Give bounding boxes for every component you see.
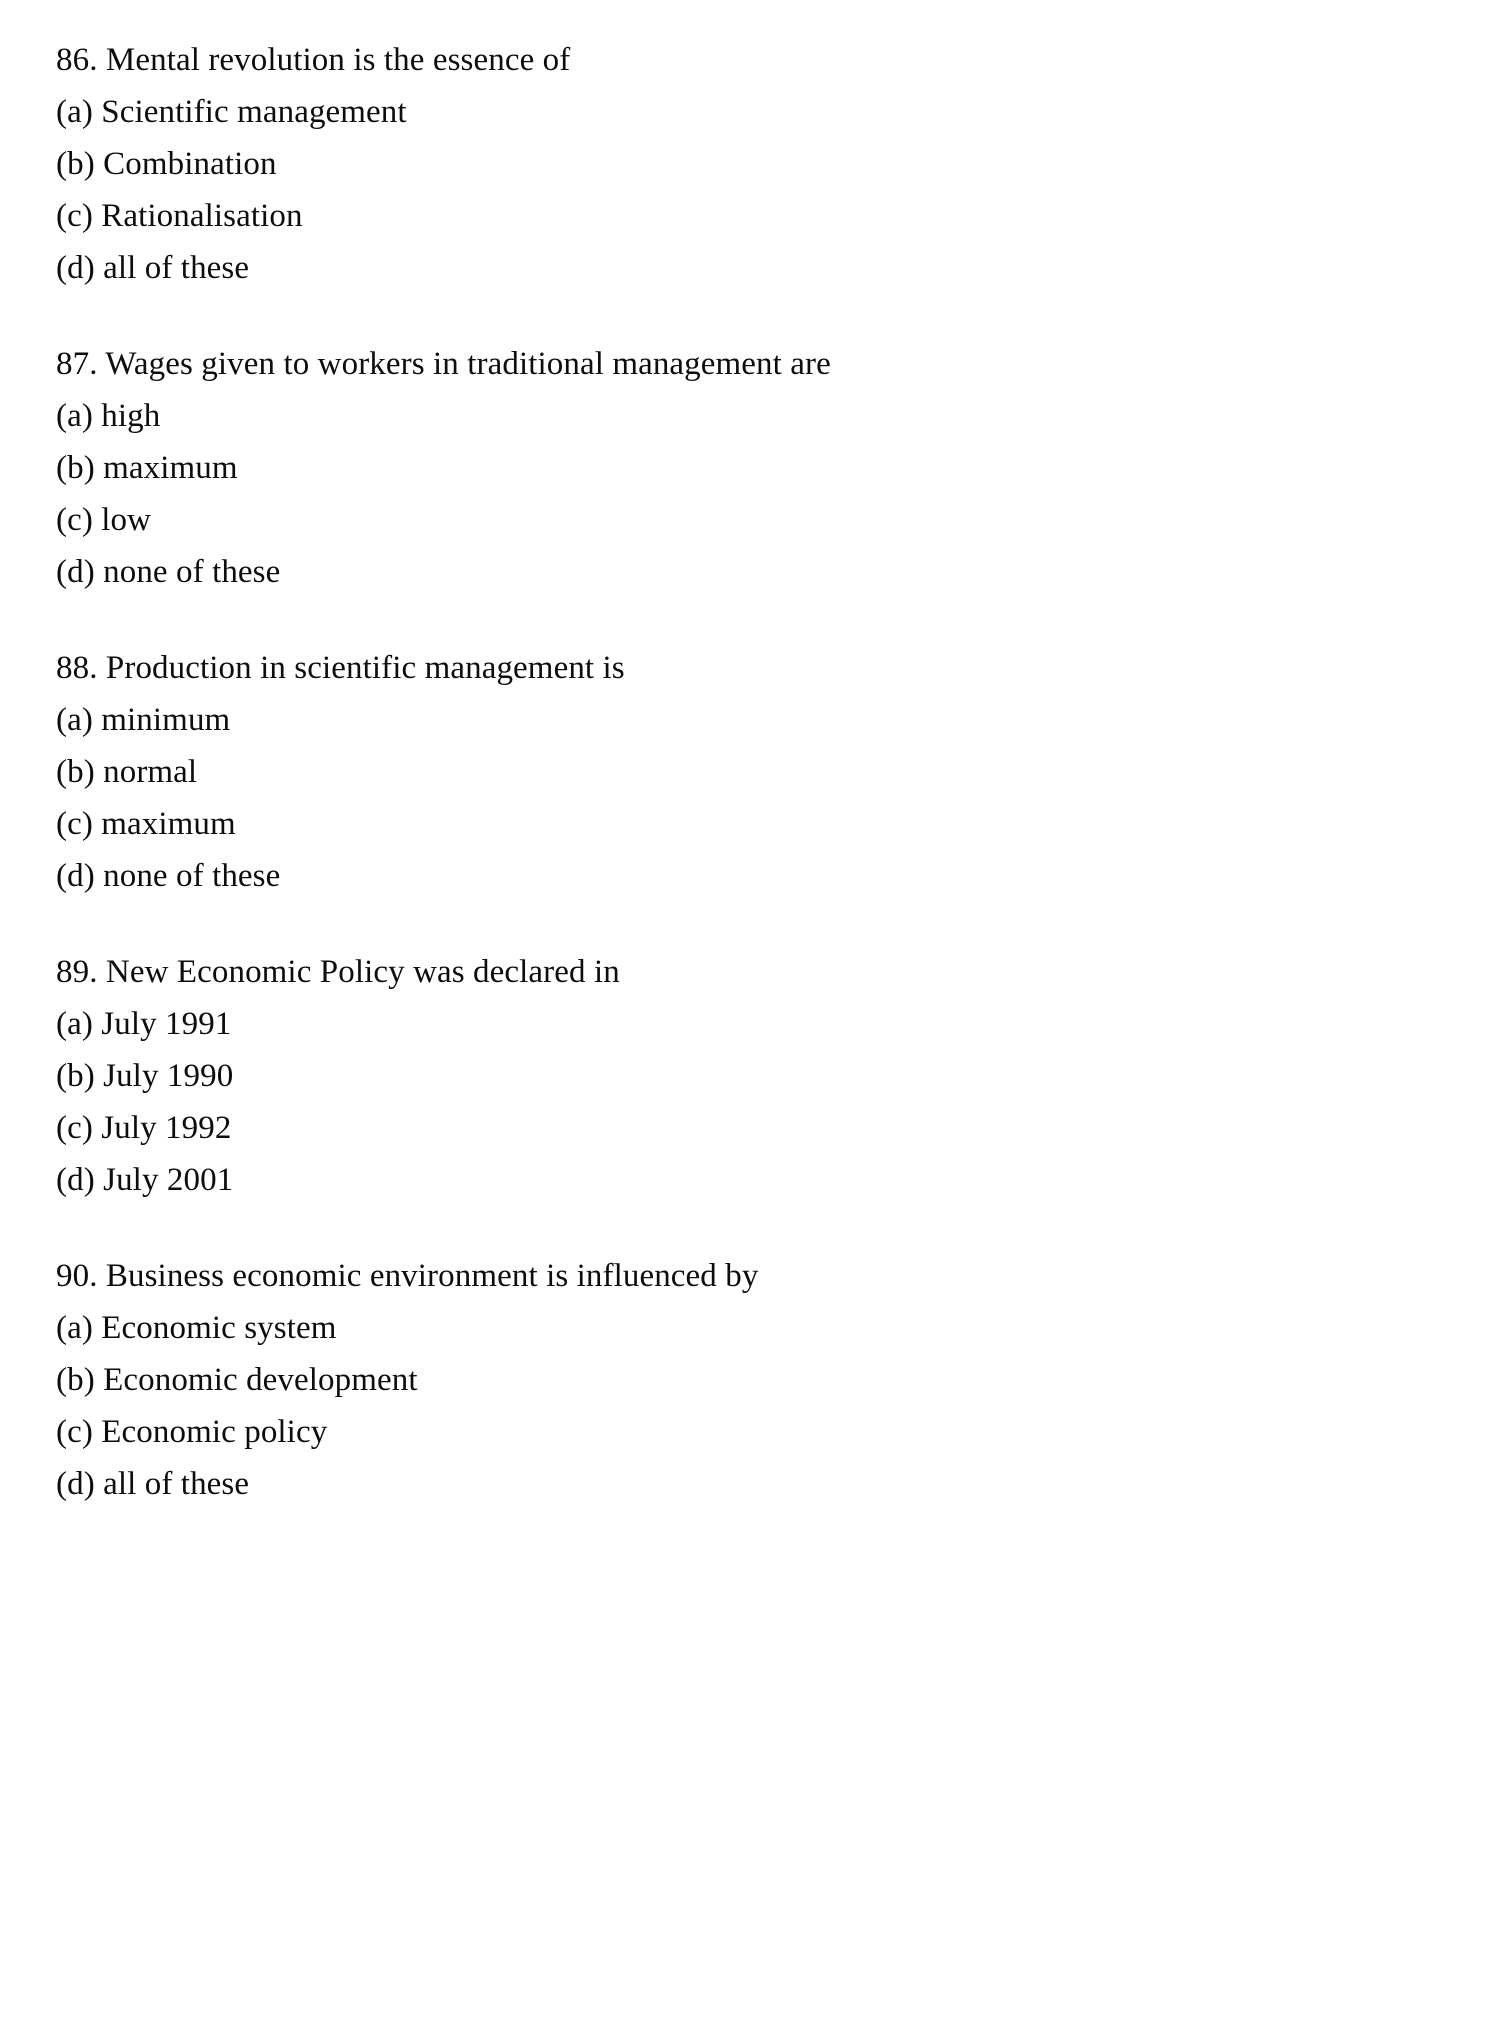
option-item[interactable]: (c) maximum bbox=[56, 806, 236, 842]
question-stem: 90. Business economic environment is influenced by bbox=[56, 1258, 759, 1294]
option-item[interactable]: (c) Economic policy bbox=[56, 1414, 328, 1450]
option-list bbox=[56, 390, 1436, 598]
question-stem: 88. Production in scientific management is bbox=[56, 650, 625, 686]
option-list bbox=[56, 998, 1436, 1206]
question-block bbox=[56, 338, 1436, 598]
option-item[interactable]: (d) July 2001 bbox=[56, 1162, 234, 1198]
question-stem: 89. New Economic Policy was declared in bbox=[56, 954, 620, 990]
question-stem: 86. Mental revolution is the essence of bbox=[56, 42, 571, 78]
option-item[interactable]: (a) Scientific management bbox=[56, 94, 407, 130]
option-item[interactable]: (d) none of these bbox=[56, 858, 281, 894]
option-item[interactable]: (a) high bbox=[56, 398, 161, 434]
option-item[interactable]: (d) none of these bbox=[56, 554, 281, 590]
option-item[interactable]: (d) all of these bbox=[56, 1466, 250, 1502]
question-list bbox=[56, 34, 1436, 1510]
question-block bbox=[56, 946, 1436, 1206]
option-item[interactable]: (c) Rationalisation bbox=[56, 198, 303, 234]
option-list bbox=[56, 694, 1436, 902]
question-stem: 87. Wages given to workers in traditional management are bbox=[56, 346, 831, 382]
option-item[interactable]: (a) July 1991 bbox=[56, 1006, 232, 1042]
option-item[interactable]: (a) minimum bbox=[56, 702, 231, 738]
option-item[interactable]: (d) all of these bbox=[56, 250, 250, 286]
question-block bbox=[56, 34, 1436, 294]
option-item[interactable]: (b) Economic development bbox=[56, 1362, 418, 1398]
question-block bbox=[56, 642, 1436, 902]
option-list bbox=[56, 86, 1436, 294]
option-item[interactable]: (c) low bbox=[56, 502, 152, 538]
option-item[interactable]: (b) Combination bbox=[56, 146, 277, 182]
option-item[interactable]: (b) maximum bbox=[56, 450, 238, 486]
option-item[interactable]: (b) normal bbox=[56, 754, 198, 790]
option-list bbox=[56, 1302, 1436, 1510]
option-item[interactable]: (a) Economic system bbox=[56, 1310, 337, 1346]
option-item[interactable]: (b) July 1990 bbox=[56, 1058, 234, 1094]
question-block bbox=[56, 1250, 1436, 1510]
option-item[interactable]: (c) July 1992 bbox=[56, 1110, 232, 1146]
